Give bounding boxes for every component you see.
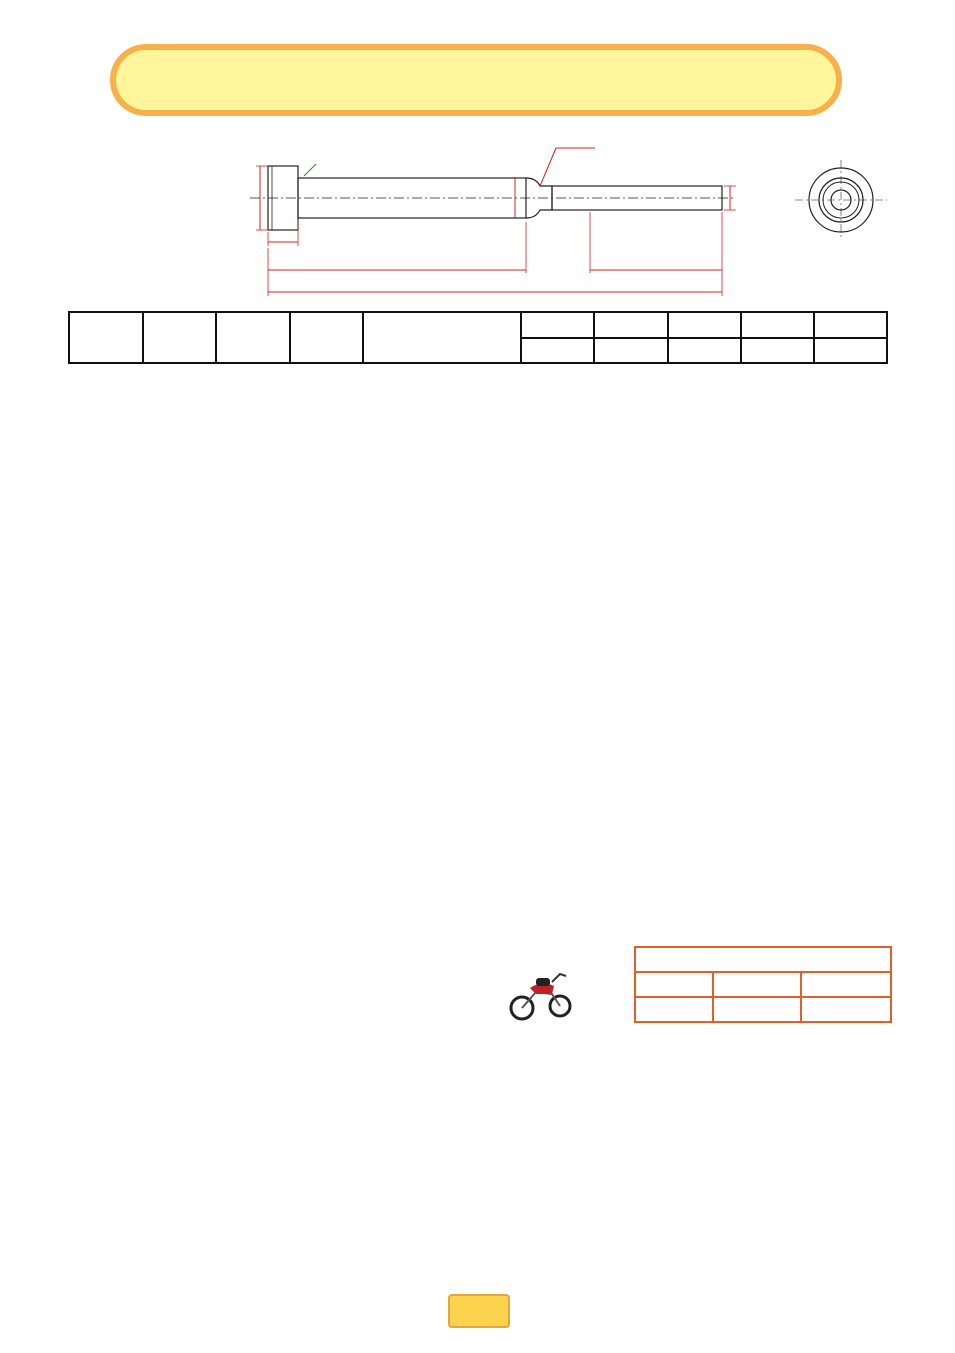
title-banner [110, 44, 842, 116]
discount-rate [801, 997, 891, 1022]
header-a [741, 338, 814, 364]
header-length [668, 312, 741, 338]
header-p [363, 312, 521, 363]
header-h [69, 312, 143, 363]
discount-qty [801, 972, 891, 997]
discount-title [635, 947, 891, 972]
page-number [448, 1294, 510, 1328]
header-length [741, 312, 814, 338]
product-code [72, 952, 120, 978]
header-a [521, 338, 594, 364]
header-d [290, 312, 363, 363]
header-type [216, 312, 290, 363]
discount-qty [713, 972, 801, 997]
header-a [814, 338, 887, 364]
header-length [814, 312, 887, 338]
header-length [594, 312, 668, 338]
discount-rate [713, 997, 801, 1022]
header-t [143, 312, 216, 363]
pin-drawing-svg [220, 128, 740, 308]
end-view-icon [795, 160, 887, 240]
discount-rate [635, 997, 713, 1022]
order-info [72, 952, 120, 978]
header-length [521, 312, 594, 338]
motorcycle-icon [508, 964, 574, 1024]
technical-drawing [220, 128, 740, 308]
header-a [594, 338, 668, 364]
discount-table [634, 946, 892, 1023]
discount-qty [635, 972, 713, 997]
spec-table [68, 311, 888, 364]
header-a [668, 338, 741, 364]
